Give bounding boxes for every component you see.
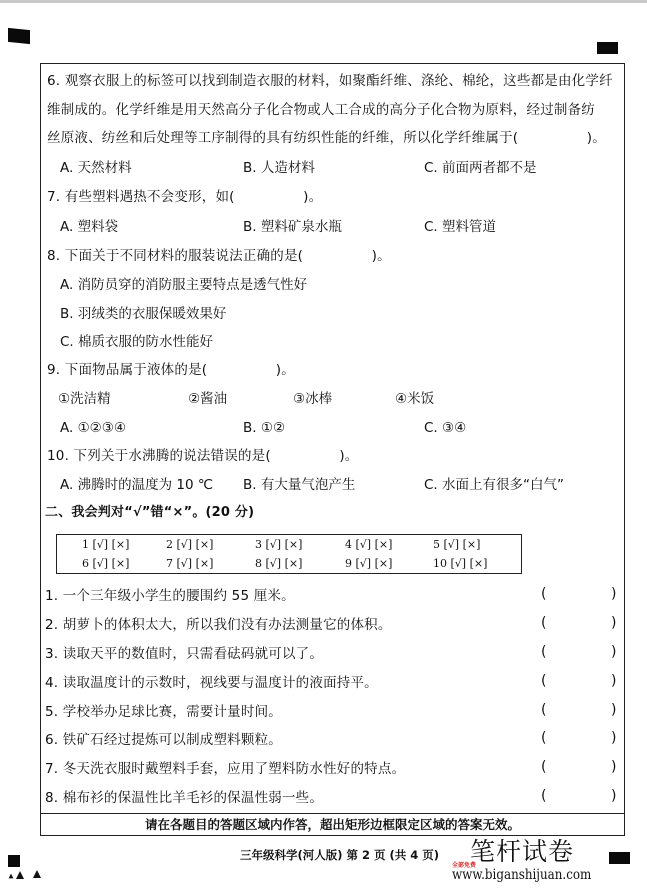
- q6-line-2: 维制成的。化学纤维是用天然高分子化合物或人工合成的高分子化合物为原料，经过制备纺: [47, 102, 595, 118]
- answer-paren-close-7: ): [611, 759, 617, 775]
- answer-paren-close-2: ): [611, 615, 617, 631]
- brand-logo-text: 笔杆试卷: [470, 837, 575, 866]
- q9-option-c: C. ③④: [424, 420, 467, 436]
- q6-option-b: B. 人造材料: [243, 160, 315, 176]
- q8-stem: 8. 下面关于不同材料的服装说法正确的是( )。: [47, 248, 391, 264]
- statement-1: 1. 一个三年级小学生的腰围约 55 厘米。: [45, 588, 295, 604]
- triangle-icon: [9, 874, 14, 879]
- q8-option-a: A. 消防员穿的消防服主要特点是透气性好: [60, 277, 308, 293]
- section-2-title: 二、我会判对“√”错“×”。(20 分): [45, 505, 255, 520]
- registration-mark-top-right: [597, 42, 618, 54]
- brand-url[interactable]: www.biganshijuan.com: [452, 867, 592, 883]
- statement-8: 8. 棉布衫的保温性比羊毛衫的保温性弱一些。: [45, 790, 324, 806]
- q8-option-b: B. 羽绒类的衣服保暖效果好: [60, 306, 227, 322]
- answer-cell-3[interactable]: 3 [√] [×]: [255, 538, 303, 551]
- answer-area-notice: 请在各题目的答题区域内作答，超出矩形边框限定区域的答案无效。: [40, 813, 625, 836]
- q9-option-b: B. ①②: [243, 420, 286, 436]
- answer-paren-close-6: ): [611, 730, 617, 746]
- q9-item-3: ③冰棒: [293, 391, 333, 407]
- triangle-icon: [33, 870, 41, 878]
- statement-6: 6. 铁矿石经过提炼可以制成塑料颗粒。: [45, 732, 282, 748]
- q7-option-c: C. 塑料管道: [424, 219, 497, 235]
- triangle-icon: [16, 871, 24, 879]
- answer-paren-open-1[interactable]: (: [541, 586, 547, 602]
- q9-item-2: ②酱油: [188, 391, 228, 407]
- brand-tag: 全部免费: [452, 862, 477, 869]
- answer-cell-1[interactable]: 1 [√] [×]: [82, 538, 130, 551]
- answer-paren-open-3[interactable]: (: [541, 644, 547, 660]
- registration-mark-bottom-left: [8, 855, 20, 867]
- answer-cell-4[interactable]: 4 [√] [×]: [345, 538, 393, 551]
- q7-option-b: B. 塑料矿泉水瓶: [243, 219, 342, 235]
- answer-cell-9[interactable]: 9 [√] [×]: [345, 557, 393, 570]
- q9-stem: 9. 下面物品属于液体的是( )。: [47, 362, 295, 378]
- registration-mark-bottom-right: [609, 852, 630, 864]
- answer-paren-open-2[interactable]: (: [541, 615, 547, 631]
- answer-paren-open-8[interactable]: (: [541, 788, 547, 804]
- answer-paren-open-7[interactable]: (: [541, 759, 547, 775]
- q10-option-a: A. 沸腾时的温度为 10 ℃: [60, 477, 214, 493]
- q6-line-3: 丝原液、纺丝和后处理等工序制得的具有纺织性能的纤维，所以化学纤维属于( )。: [47, 130, 606, 146]
- statement-7: 7. 冬天洗衣服时戴塑料手套，应用了塑料防水性好的特点。: [45, 761, 406, 777]
- answer-cell-6[interactable]: 6 [√] [×]: [82, 557, 130, 570]
- answer-cell-8[interactable]: 8 [√] [×]: [255, 557, 303, 570]
- statement-4: 4. 读取温度计的示数时，视线要与温度计的液面持平。: [45, 675, 378, 691]
- q9-option-a: A. ①②③④: [60, 420, 126, 436]
- answer-cell-10[interactable]: 10 [√] [×]: [433, 557, 488, 570]
- q10-option-c: C. 水面上有很多“白气”: [424, 477, 564, 493]
- q9-item-1: ①洗洁精: [58, 391, 111, 407]
- q6-option-a: A. 天然材料: [60, 160, 132, 176]
- statement-3: 3. 读取天平的数值时，只需看砝码就可以了。: [45, 646, 324, 662]
- answer-paren-open-4[interactable]: (: [541, 673, 547, 689]
- q8-option-c: C. 棉质衣服的防水性能好: [60, 334, 214, 350]
- answer-paren-close-3: ): [611, 644, 617, 660]
- answer-cell-5[interactable]: 5 [√] [×]: [433, 538, 481, 551]
- top-edge: [0, 0, 647, 3]
- answer-paren-close-4: ): [611, 673, 617, 689]
- q10-option-b: B. 有大量气泡产生: [243, 477, 356, 493]
- page-info: 三年级科学(河人版) 第 2 页 (共 4 页): [240, 848, 440, 862]
- q6-line-1: 6. 观察衣服上的标签可以找到制造衣服的材料，如聚酯纤维、涤纶、棉纶，这些都是由化学纤: [47, 73, 613, 89]
- answer-cell-2[interactable]: 2 [√] [×]: [166, 538, 214, 551]
- answer-paren-open-6[interactable]: (: [541, 730, 547, 746]
- registration-mark-top-left: [8, 28, 30, 44]
- answer-paren-close-8: ): [611, 788, 617, 804]
- statement-5: 5. 学校举办足球比赛，需要计量时间。: [45, 704, 282, 720]
- answer-paren-open-5[interactable]: (: [541, 702, 547, 718]
- q7-stem: 7. 有些塑料遇热不会变形，如( )。: [47, 189, 323, 205]
- q6-option-c: C. 前面两者都不是: [424, 160, 537, 176]
- answer-paren-close-5: ): [611, 702, 617, 718]
- q9-item-4: ④米饭: [395, 391, 435, 407]
- q10-stem: 10. 下列关于水沸腾的说法错误的是( )。: [47, 448, 359, 464]
- statement-2: 2. 胡萝卜的体积太大，所以我们没有办法测量它的体积。: [45, 617, 392, 633]
- answer-paren-close-1: ): [611, 586, 617, 602]
- q7-option-a: A. 塑料袋: [60, 219, 119, 235]
- answer-cell-7[interactable]: 7 [√] [×]: [166, 557, 214, 570]
